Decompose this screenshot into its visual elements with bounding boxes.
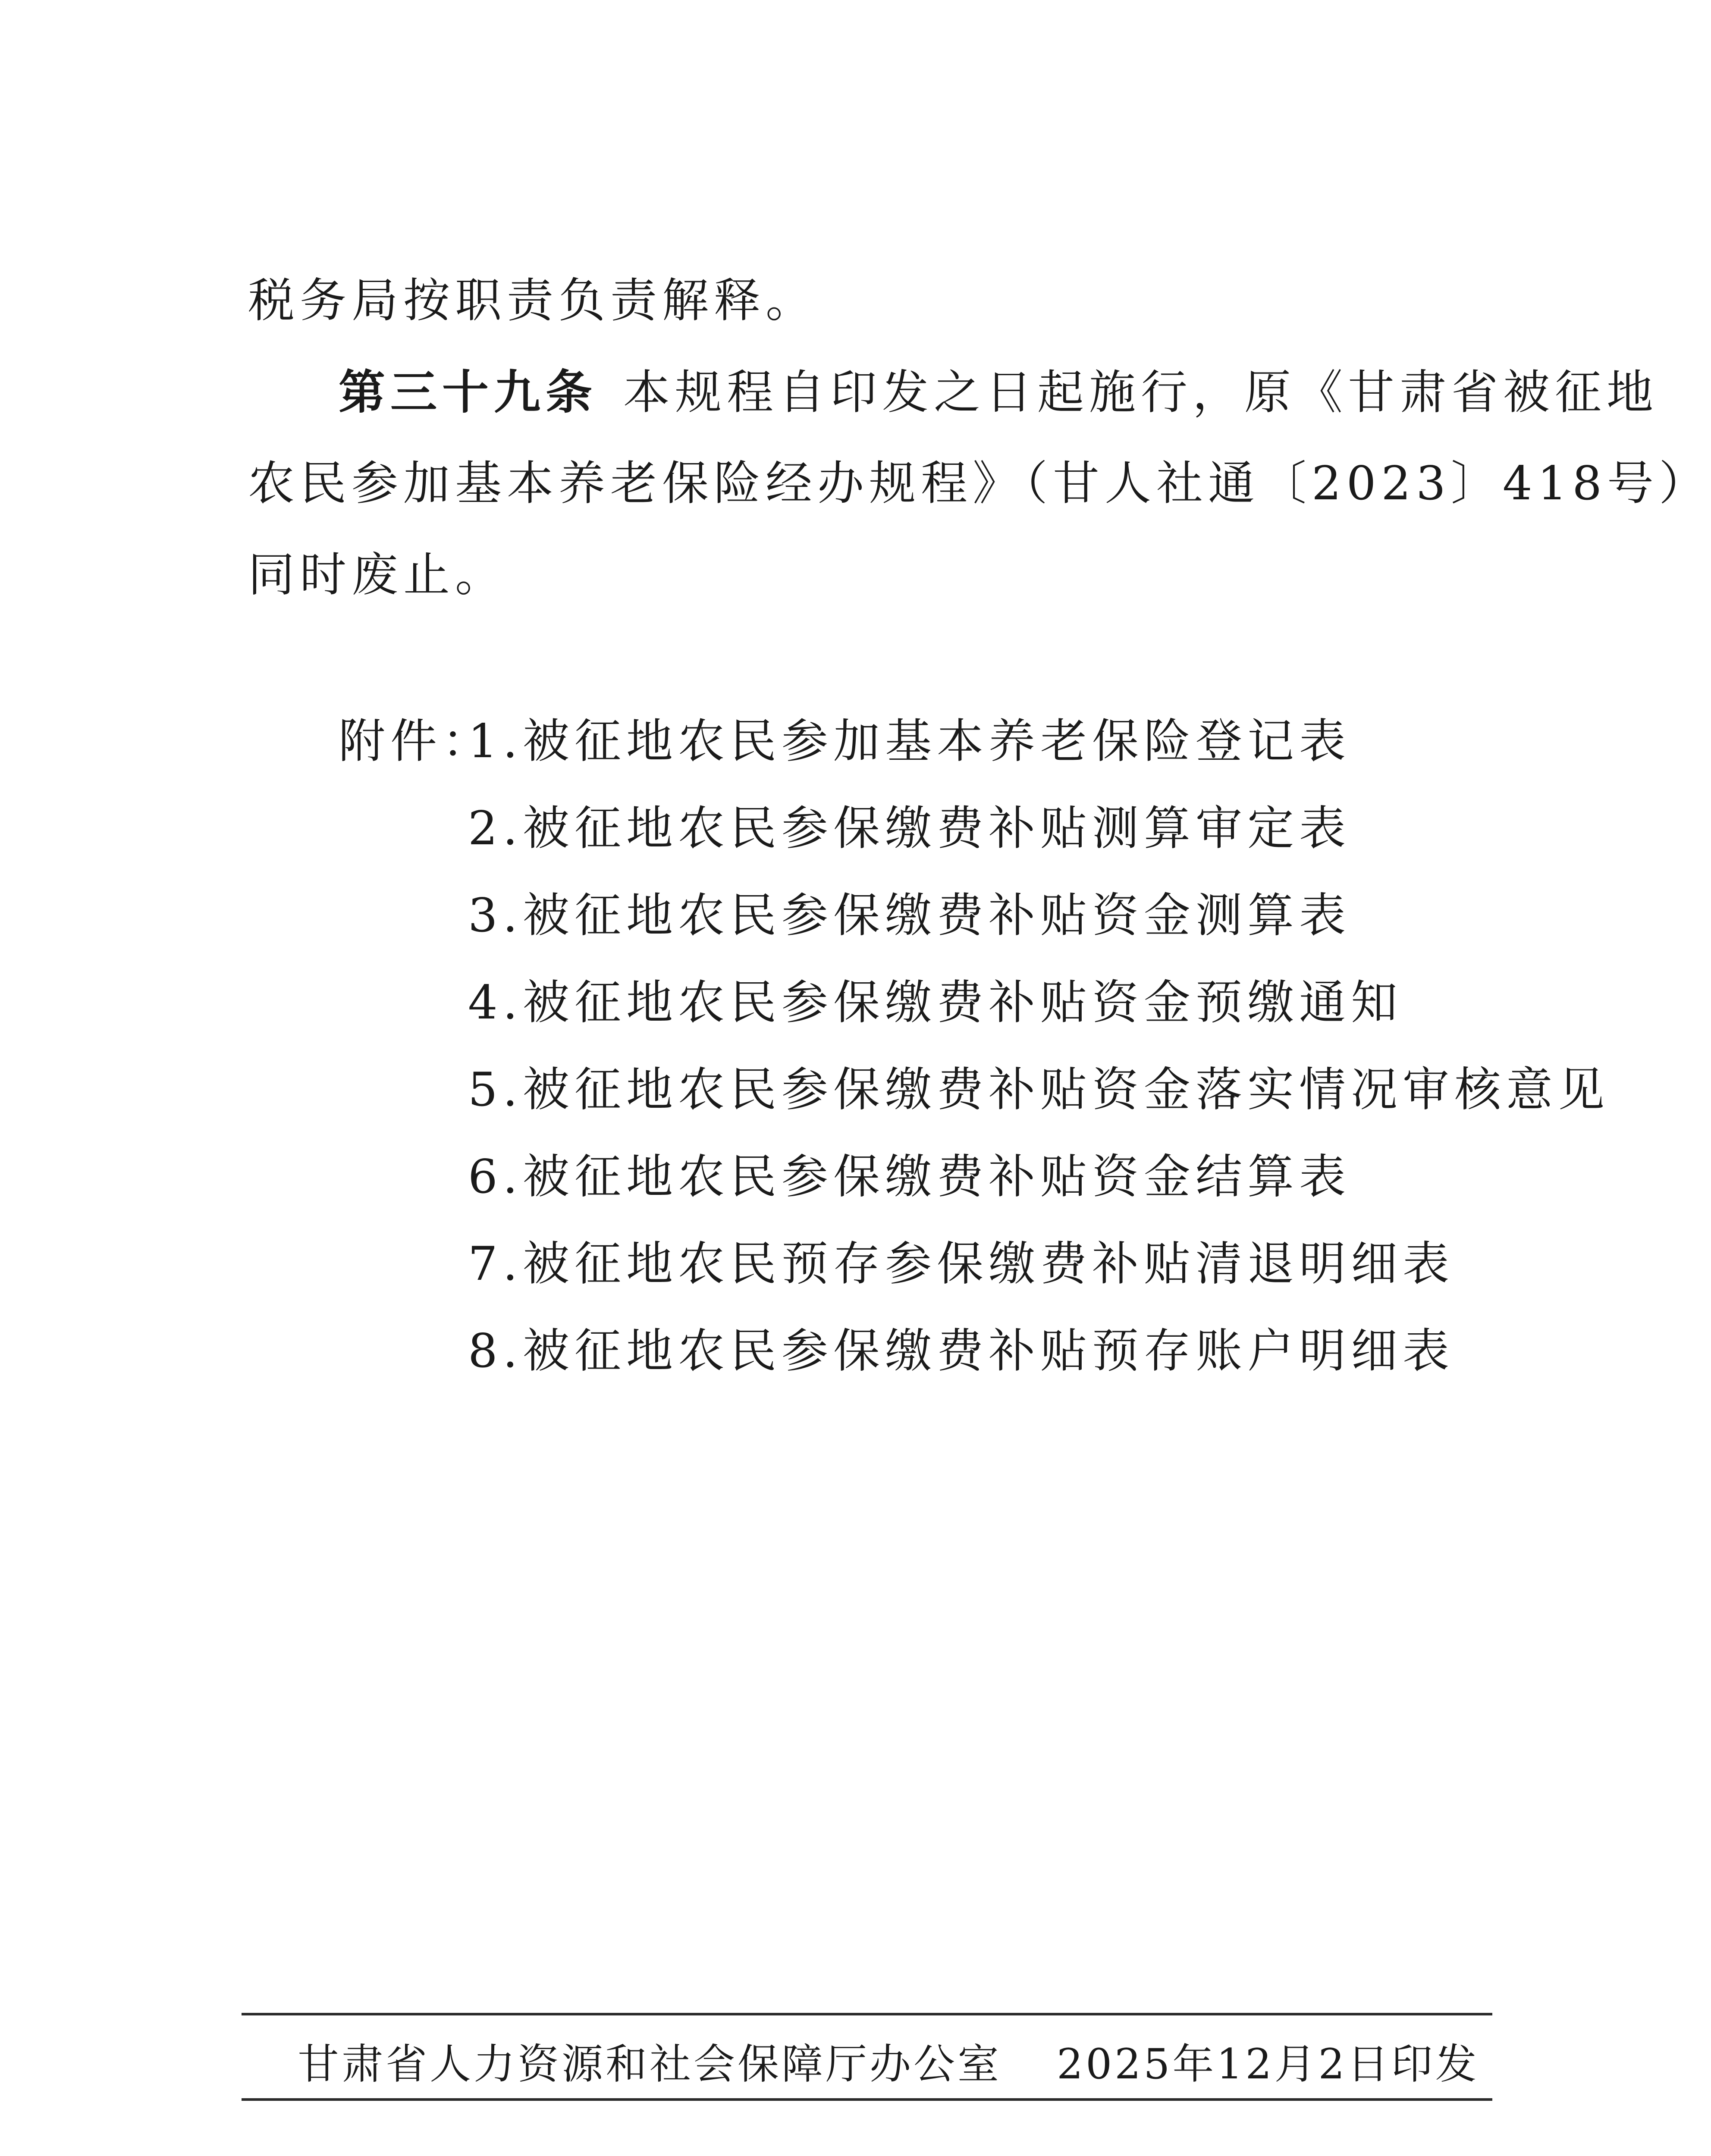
attachment-item: 7.被征地农民预存参保缴费补贴清退明细表 — [468, 1237, 1455, 1291]
article-39-line-1 — [339, 362, 1658, 423]
attachments-label: 附件： — [339, 714, 494, 768]
imprint-date: 2025年12月2日印发 — [1057, 2040, 1479, 2088]
attachment-item: 8.被征地农民参保缴费补贴预存账户明细表 — [468, 1324, 1455, 1378]
attachment-item: 4.被征地农民参保缴费补贴资金预缴通知 — [468, 976, 1403, 1030]
imprint-issuer: 甘肃省人力资源和社会保障厅办公室 — [298, 2040, 1001, 2088]
body-paragraph-end: 税务局按职责负责解释。 — [248, 274, 818, 328]
article-text: 本规程自印发之日起施行，原《甘肃省被征地 — [623, 366, 1659, 420]
attachment-item: 5.被征地农民参保缴费补贴资金落实情况审核意见 — [468, 1063, 1610, 1117]
attachment-item: 6.被征地农民参保缴费补贴资金结算表 — [468, 1150, 1351, 1204]
imprint-bottom-rule — [242, 2098, 1492, 2101]
imprint-top-rule — [242, 2013, 1492, 2015]
attachment-item: 3.被征地农民参保缴费补贴资金测算表 — [468, 889, 1351, 943]
article-39-line-3: 同时废止。 — [248, 548, 507, 602]
attachment-item: 1.被征地农民参加基本养老保险登记表 — [468, 714, 1351, 768]
article-label: 第三十九条 — [339, 365, 598, 420]
attachment-item: 2.被征地农民参保缴费补贴测算审定表 — [468, 802, 1351, 856]
article-39-line-2: 农民参加基本养老保险经办规程》（甘人社通〔2023〕418号） — [248, 457, 1711, 511]
